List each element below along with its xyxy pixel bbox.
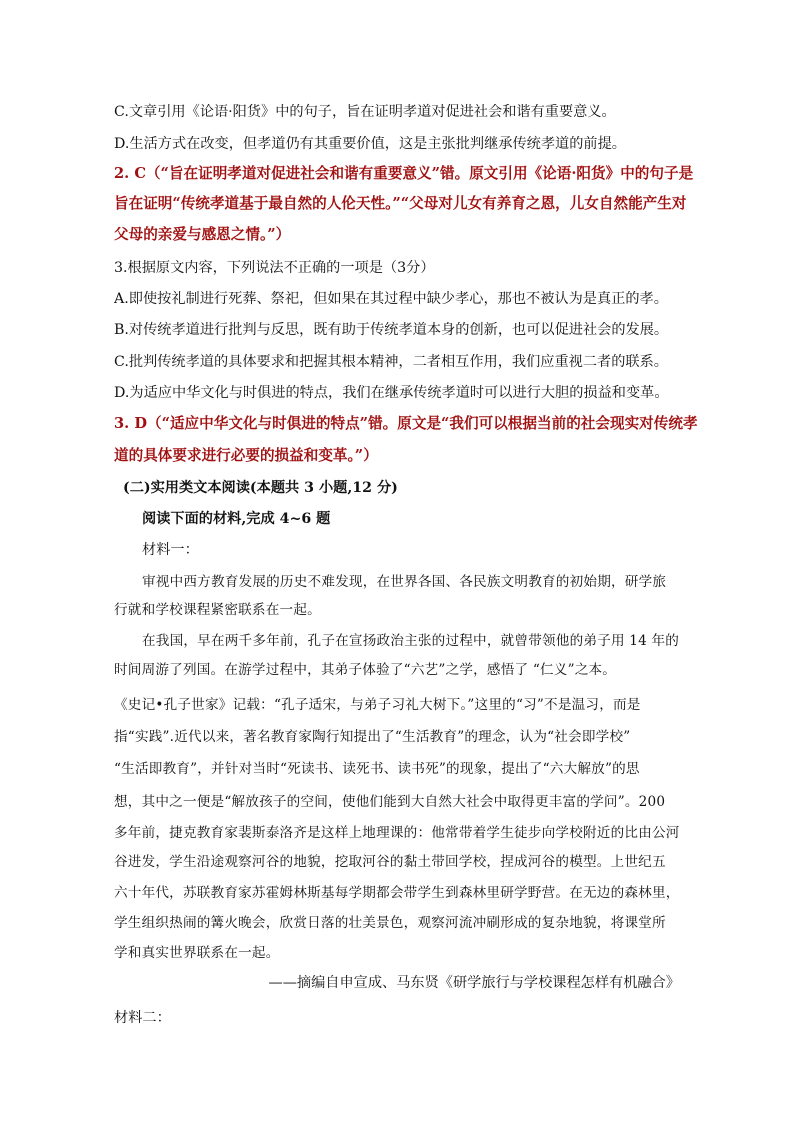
material-1-line: 学生组织热闹的篝火晚会，欣赏日落的壮美景色，观察河流冲刷形成的复杂地貌，将课堂所	[114, 915, 666, 931]
q3-option-c: C.批判传统孝道的具体要求和把握其根本精神，二者相互作用，我们应重视二者的联系。	[114, 354, 668, 370]
answer-3-line-1: 3. D（“适应中华文化与时俱进的特点”错。原文是“我们可以根据当前的社会现实对传统孝	[114, 415, 698, 432]
material-1-line: “生活即教育”，并针对当时“死读书、读死书、读书死”的现象，提出了“六大解放”的思	[114, 761, 640, 777]
section-heading: (二)实用类文本阅读(本题共 3 小题,12 分)	[123, 480, 398, 496]
material-1-line: 谷进发，学生沿途观察河谷的地貌，挖取河谷的黏土带回学校，捏成河谷的模型。上世纪五	[114, 854, 666, 870]
material-1-line: 学和真实世界联系在一起。	[114, 945, 280, 961]
q2-option-c: C.文章引用《论语·阳货》中的句子，旨在证明孝道对促进社会和谐有重要意义。	[114, 104, 616, 120]
material-1-source: ——摘编自申宣成、马东贤《研学旅行与学校课程怎样有机融合》	[268, 975, 680, 991]
q3-stem: 3.根据原文内容，下列说法不正确的一项是（3分）	[114, 260, 435, 276]
material-1-line: 行就和学校课程紧密联系在一起。	[114, 602, 321, 618]
material-1-line: 审视中西方教育发展的历史不难发现，在世界各国、各民族文明教育的初始期，研学旅	[142, 574, 667, 590]
answer-2-line-1: 2. C（“旨在证明孝道对促进社会和谐有重要意义”错。原文引用《论语·阳货》中的句子是	[114, 165, 694, 182]
q3-option-d: D.为适应中华文化与时俱进的特点，我们在继承传统孝道时可以进行大胆的损益和变革。	[114, 385, 669, 401]
material-1-line: 六十年代，苏联教育家苏霍姆林斯基每学期都会带学生到森林里研学野营。在无边的森林里，	[114, 885, 680, 901]
q3-option-b: B.对传统孝道进行批判与反思，既有助于传统孝道本身的创新，也可以促进社会的发展。	[114, 322, 669, 338]
q3-option-a: A.即使按礼制进行死葬、祭祀，但如果在其过程中缺少孝心，那也不被认为是真正的孝。	[114, 291, 668, 307]
material-1-line: 在我国，早在两千多年前，孔子在宣扬政治主张的过程中，就曾带领他的弟子用 14 年的	[142, 633, 680, 649]
material-1-line: 《史记•孔子世家》记载：“孔子适宋，与弟子习礼大树下。”这里的“习”不是温习，而是	[114, 697, 641, 713]
q2-option-d: D.生活方式在改变，但孝道仍有其重要价值，这是主张批判继承传统孝道的前提。	[114, 136, 626, 152]
answer-2-line-2: 旨在证明“传统孝道基于最自然的人伦天性。”“父母对儿女有养育之恩，儿女自然能产生对	[114, 195, 687, 212]
material-1-label: 材料一：	[142, 542, 199, 558]
material-1-line: 时间周游了列国。在游学过程中，其弟子体验了“六艺”之学，感悟了 “仁义”之本。	[114, 662, 617, 678]
section-instruction: 阅读下面的材料,完成 4~6 题	[142, 511, 331, 527]
material-1-line: 指“实践”.近代以来，著名教育家陶行知提出了“生活教育”的理念，认为“社会即学校”	[114, 729, 631, 745]
material-1-line: 多年前，捷克教育家裴斯泰洛齐是这样上地理课的：他常带着学生徒步向学校附近的比由公河	[114, 825, 680, 841]
material-2-label: 材料二：	[114, 1010, 171, 1026]
answer-2-line-3: 父母的亲爱与感恩之情。”）	[114, 226, 291, 243]
material-1-line: 想，其中之一便是“解放孩子的空间，使他们能到大自然大社会中取得更丰富的学问”。200	[114, 794, 666, 810]
answer-3-line-2: 道的具体要求进行必要的损益和变革。”）	[114, 447, 378, 464]
